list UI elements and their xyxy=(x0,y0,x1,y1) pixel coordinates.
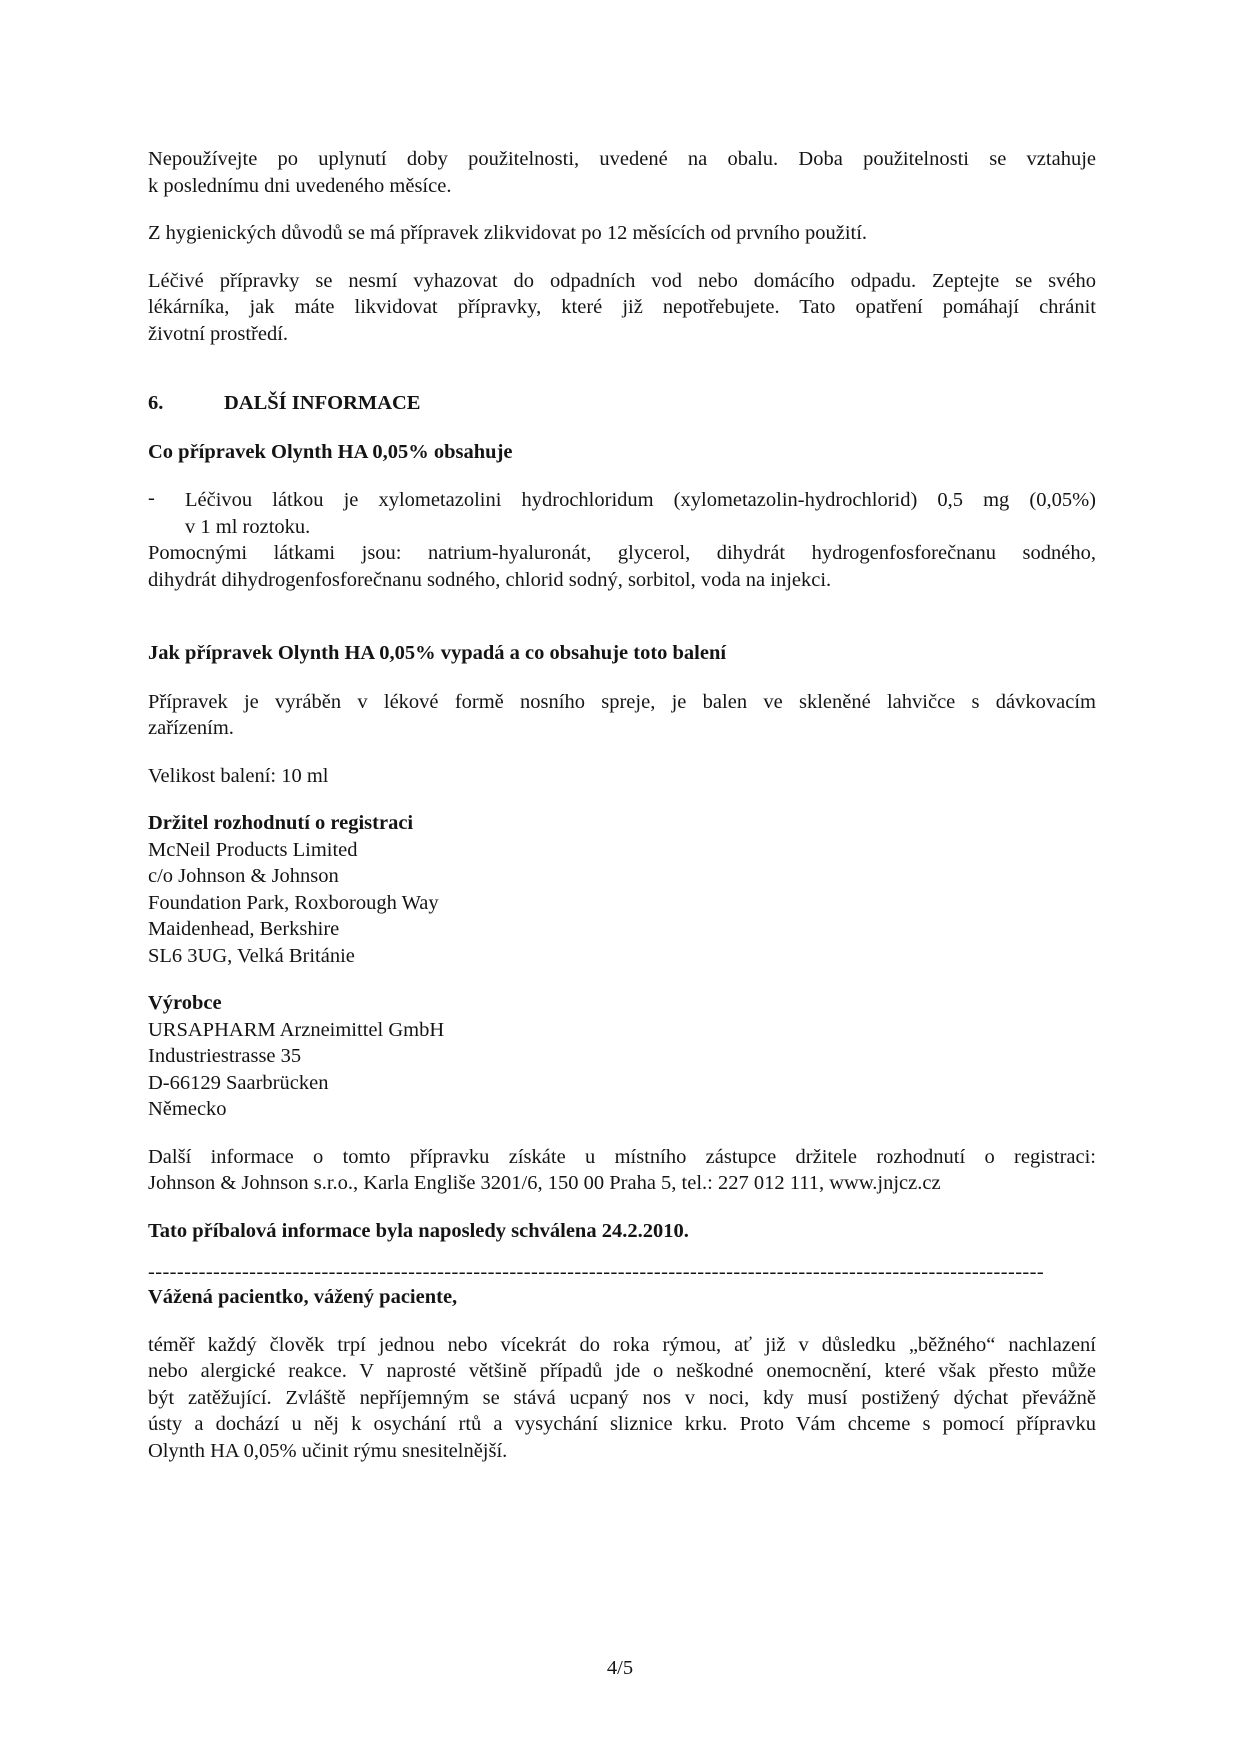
letter-greeting: Vážená pacientko, vážený paciente, xyxy=(148,1286,458,1308)
manufacturer-address xyxy=(148,1017,1096,1123)
disposal-paragraph xyxy=(148,268,1096,348)
active-substance-item xyxy=(148,487,1096,540)
holder-line: Maidenhead, Berkshire xyxy=(148,918,340,940)
section-heading xyxy=(148,390,1096,417)
appearance-line-1: Přípravek je vyráběn v lékové formě nosního spreje, je balen ve skleněné lahvičce s dávkovacím xyxy=(148,690,1096,713)
section-number: 6. xyxy=(148,392,164,414)
manufacturer-line: Industriestrasse 35 xyxy=(148,1045,302,1067)
contents-heading: Co přípravek Olynth HA 0,05% obsahuje xyxy=(148,440,513,463)
contact-line-2: Johnson & Johnson s.r.o., Karla Engliše 3201/6, 150 00 Praha 5, tel.: 227 012 111, www.jnjcz.cz xyxy=(148,1172,941,1194)
appearance-paragraph xyxy=(148,689,1096,742)
manufacturer-line: D-66129 Saarbrücken xyxy=(148,1071,329,1094)
hygiene-paragraph: Z hygienických důvodů se má přípravek zlikvidovat po 12 měsících od prvního použití. xyxy=(148,222,868,244)
approval-date: Tato příbalová informace byla naposledy schválena 24.2.2010. xyxy=(148,1219,689,1242)
letter-line-1: téměř každý člověk trpí jednou nebo vícekrát do roka rýmou, ať již v důsledku „běžného“ nachlazení xyxy=(148,1333,1096,1356)
expiry-line-1: Nepoužívejte po uplynutí doby použitelnosti, uvedené na obalu. Doba použitelnosti se vztahuje xyxy=(148,148,1096,170)
disposal-line-1: Léčivé přípravky se nesmí vyhazovat do odpadních vod nebo domácího odpadu. Zeptejte se svého xyxy=(148,269,1096,292)
expiry-line-2: k poslednímu dni uvedeného měsíce. xyxy=(148,174,452,197)
letter-line-4: ústy a dochází u něj k osychání rtů a vysychání sliznice krku. Proto Vám chceme s pomocí přípravku xyxy=(148,1413,1096,1435)
manufacturer-heading: Výrobce xyxy=(148,992,222,1014)
page-number: 4/5 xyxy=(606,1657,634,1679)
letter-line-2: nebo alergické reakce. V naprosté většině případů jde o neškodné onemocnění, které však přesto může xyxy=(148,1360,1096,1382)
expiry-paragraph xyxy=(148,146,1096,199)
letter-paragraph xyxy=(148,1332,1096,1465)
manufacturer-line: URSAPHARM Arzneimittel GmbH xyxy=(148,1018,445,1041)
active-substance-line-2: v 1 ml roztoku. xyxy=(185,515,311,538)
appearance-heading: Jak přípravek Olynth HA 0,05% vypadá a co obsahuje toto balení xyxy=(148,642,727,664)
contact-paragraph xyxy=(148,1144,1096,1197)
disposal-line-2: lékárníka, jak máte likvidovat přípravky, které již nepotřebujete. Tato opatření pomáhají chránit xyxy=(148,296,1096,318)
excipients-paragraph xyxy=(148,540,1096,593)
disposal-line-3: životní prostředí. xyxy=(148,322,289,345)
excipients-line-1: Pomocnými látkami jsou: natrium-hyaluronát, glycerol, dihydrát hydrogenfosforečnanu sodného, xyxy=(148,542,1096,564)
holder-line: c/o Johnson & Johnson xyxy=(148,865,339,887)
holder-heading: Držitel rozhodnutí o registraci xyxy=(148,812,414,834)
appearance-line-2: zařízením. xyxy=(148,717,234,739)
separator-line: ---------------------------------------------------------------------------------------------------------------------------- xyxy=(148,1262,1045,1282)
section-title: DALŠÍ INFORMACE xyxy=(224,392,421,414)
holder-line: SL6 3UG, Velká Británie xyxy=(148,944,355,967)
active-substance-line-1: Léčivou látkou je xylometazolini hydrochloridum (xylometazolin-hydrochlorid) 0,5 mg (0,05%) xyxy=(185,489,1096,511)
holder-address xyxy=(148,837,1096,970)
letter-line-5: Olynth HA 0,05% učinit rýmu snesitelnější. xyxy=(148,1439,508,1462)
pack-size: Velikost balení: 10 ml xyxy=(148,764,329,787)
excipients-line-2: dihydrát dihydrogenfosforečnanu sodného, chlorid sodný, sorbitol, voda na injekci. xyxy=(148,568,832,591)
bullet-dash: - xyxy=(148,487,155,509)
active-substance-text xyxy=(185,487,1096,540)
document-page xyxy=(148,146,1096,1464)
holder-line: McNeil Products Limited xyxy=(148,838,358,861)
letter-line-3: být zatěžující. Zvláště nepříjemným se stává ucpaný nos v noci, kdy musí postižený dýchat převážně xyxy=(148,1386,1096,1409)
contact-line-1: Další informace o tomto přípravku získáte u místního zástupce držitele rozhodnutí o registraci: xyxy=(148,1145,1096,1168)
holder-line: Foundation Park, Roxborough Way xyxy=(148,891,439,914)
manufacturer-line: Německo xyxy=(148,1098,227,1120)
